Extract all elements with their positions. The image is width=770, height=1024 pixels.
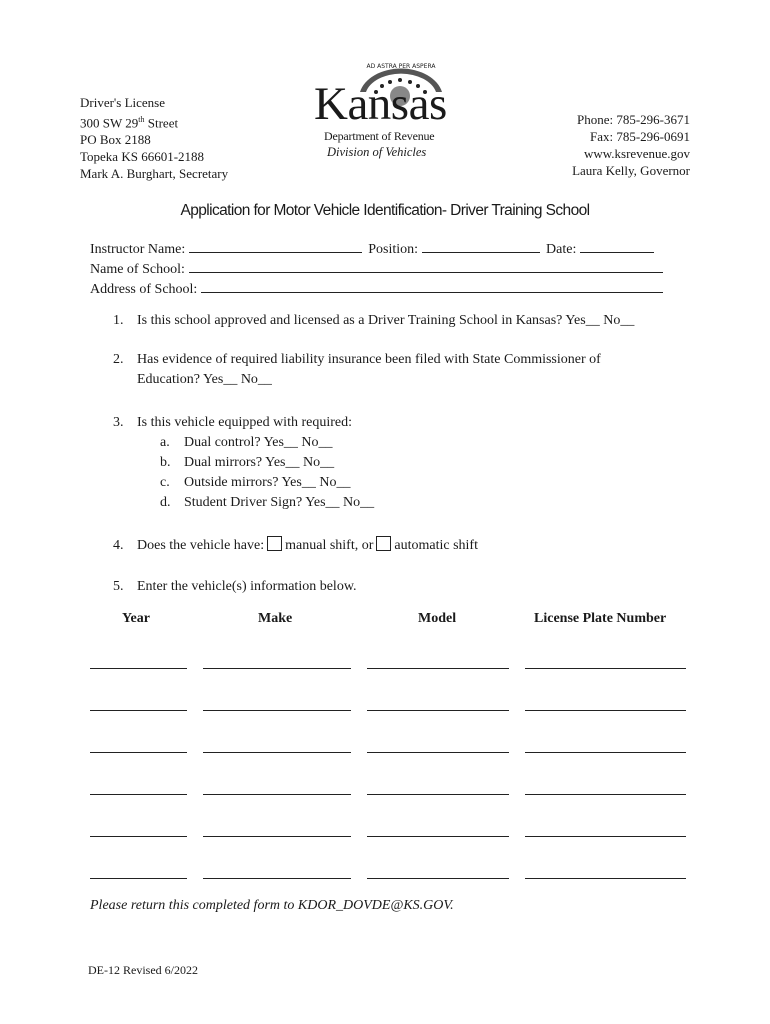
instructor-name-label: Instructor Name:	[90, 242, 186, 257]
instructor-name-field[interactable]	[189, 239, 362, 253]
question-number: 3.	[113, 415, 124, 430]
vehicle-year-field[interactable]	[90, 668, 187, 669]
question-1	[113, 311, 634, 331]
vehicle-license-plate-field[interactable]	[525, 794, 686, 795]
return-instructions: Please return this completed form to KDOR_DOVDE@KS.GOV.	[90, 898, 454, 913]
question-text: Is this school approved and licensed as a Driver Training School in Kansas? Yes__ No__	[137, 313, 635, 328]
form-title: Application for Motor Vehicle Identification- Driver Training School	[180, 202, 590, 219]
question-number: 5.	[113, 579, 124, 594]
question-text: Enter the vehicle(s) information below.	[137, 579, 357, 594]
agency-contact	[572, 111, 690, 179]
question-5	[113, 577, 357, 597]
logo-wordmark: Kansas	[314, 78, 447, 130]
phone-text: Phone: 785-296-3671	[576, 112, 690, 127]
vehicle-year-field[interactable]	[90, 752, 187, 753]
address-line: PO Box 2188	[80, 132, 151, 148]
vehicle-model-field[interactable]	[367, 794, 509, 795]
question-2	[113, 350, 601, 390]
vehicle-model-field[interactable]	[367, 668, 509, 669]
website-text: www.ksrevenue.gov	[583, 146, 690, 161]
question-number: 4.	[113, 538, 124, 553]
address-line: 300 SW 29th Street	[80, 115, 179, 131]
vehicle-make-field[interactable]	[203, 668, 351, 669]
q3-item-a: a. Dual control? Yes__ No__	[160, 435, 333, 450]
q3-item-c: c. Outside mirrors? Yes__ No__	[160, 475, 351, 490]
address-line: Topeka KS 66601-2188	[80, 149, 205, 165]
q3-item-b: b. Dual mirrors? Yes__ No__	[160, 455, 335, 470]
vehicle-license-plate-field[interactable]	[525, 710, 686, 711]
address-line: Driver's License	[80, 95, 166, 110]
position-field[interactable]	[422, 239, 540, 253]
question-3	[113, 413, 374, 513]
vehicle-model-field[interactable]	[367, 752, 509, 753]
svg-text:AD ASTRA PER ASPERA: AD ASTRA PER ASPERA	[366, 63, 436, 70]
vehicle-make-field[interactable]	[203, 836, 351, 837]
form-revision: DE-12 Revised 6/2022	[88, 963, 198, 977]
fax-text: Fax: 785-296-0691	[589, 129, 690, 144]
vehicle-year-field[interactable]	[90, 710, 187, 711]
governor-text: Laura Kelly, Governor	[572, 163, 690, 178]
logo-division: Division of Vehicles	[327, 145, 427, 159]
q3-item-d: d. Student Driver Sign? Yes__ No__	[160, 495, 375, 510]
date-field[interactable]	[580, 239, 654, 253]
school-name-label: Name of School:	[90, 262, 185, 277]
question-number: 2.	[113, 352, 124, 367]
vehicle-license-plate-field[interactable]	[525, 668, 686, 669]
automatic-shift-checkbox[interactable]	[376, 536, 391, 551]
vehicle-model-field[interactable]	[367, 710, 509, 711]
vehicle-make-field[interactable]	[203, 794, 351, 795]
automatic-shift-label: automatic shift	[394, 538, 478, 553]
vehicle-model-field[interactable]	[367, 878, 509, 879]
school-address-label: Address of School:	[90, 282, 198, 297]
vehicle-year-field[interactable]	[90, 878, 187, 879]
date-label: Date:	[546, 242, 577, 257]
position-label: Position:	[368, 242, 419, 257]
question-number: 1.	[113, 313, 124, 328]
col-header-make: Make	[258, 611, 293, 626]
school-info-fields	[90, 239, 663, 299]
school-name-field[interactable]	[189, 259, 663, 273]
vehicle-make-field[interactable]	[203, 710, 351, 711]
vehicle-make-field[interactable]	[203, 878, 351, 879]
col-header-license-plate: License Plate Number	[534, 611, 667, 626]
school-address-field[interactable]	[201, 279, 663, 293]
question-text: Is this vehicle equipped with required:	[137, 415, 352, 430]
question-4	[113, 536, 478, 556]
question-text: Education? Yes__ No__	[137, 372, 272, 387]
col-header-year: Year	[122, 611, 150, 626]
vehicle-license-plate-field[interactable]	[525, 836, 686, 837]
vehicle-model-field[interactable]	[367, 836, 509, 837]
agency-address	[80, 94, 228, 182]
question-text: Does the vehicle have:	[137, 538, 265, 553]
vehicle-make-field[interactable]	[203, 752, 351, 753]
address-line: Mark A. Burghart, Secretary	[80, 166, 229, 182]
vehicle-year-field[interactable]	[90, 836, 187, 837]
col-header-model: Model	[418, 611, 457, 626]
vehicle-year-field[interactable]	[90, 794, 187, 795]
question-text: Has evidence of required liability insurance been filed with State Commissioner of	[137, 352, 601, 367]
manual-shift-checkbox[interactable]	[267, 536, 282, 551]
kansas-logo	[300, 56, 460, 166]
manual-shift-label: manual shift, or	[285, 538, 374, 553]
logo-department: Department of Revenue	[324, 129, 435, 143]
vehicle-license-plate-field[interactable]	[525, 752, 686, 753]
vehicle-license-plate-field[interactable]	[525, 878, 686, 879]
